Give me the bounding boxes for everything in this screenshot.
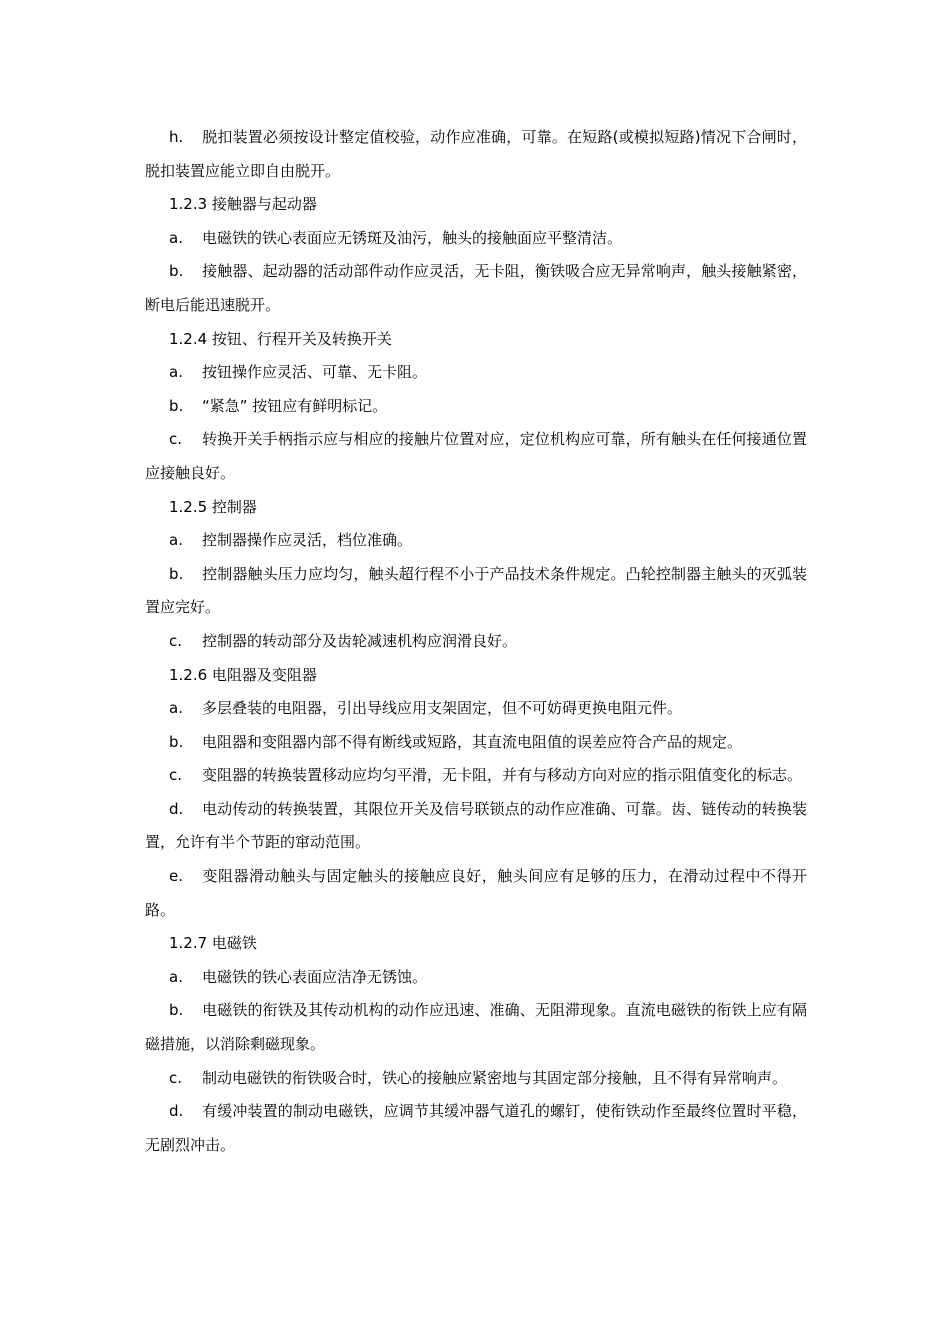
list-item <box>145 726 807 760</box>
item-marker: c. <box>169 631 183 650</box>
item-marker: e. <box>169 867 183 886</box>
item-marker: d. <box>169 799 184 818</box>
list-item <box>145 524 807 558</box>
item-marker: b. <box>169 1001 184 1020</box>
list-item <box>145 759 807 793</box>
item-text: 制动电磁铁的衔铁吸合时，铁心的接触应紧密地与其固定部分接触，且不得有异常响声。 <box>202 1068 788 1087</box>
section-heading: 1.2.7 电磁铁 <box>169 934 257 953</box>
item-text: 变阻器滑动触头与固定触头的接触应良好，触头间应有足够的压力，在滑动过程中不得开路。 <box>145 867 807 919</box>
item-text: 接触器、起动器的活动部件动作应灵活，无卡阻，衡铁吸合应无异常响声，触头接触紧密，断电后能迅速脱开。 <box>145 262 807 314</box>
list-item <box>145 1062 807 1096</box>
list-item <box>145 222 807 256</box>
item-marker: a. <box>169 699 183 718</box>
item-text: 脱扣装置必须按设计整定值校验，动作应准确，可靠。在短路(或模拟短路)情况下合闸时，脱扣装置应能立即自由脱开。 <box>145 128 807 180</box>
item-text: 多层叠装的电阻器，引出导线应用支架固定，但不可妨碍更换电阻元件。 <box>202 699 683 718</box>
item-text: 有缓冲装置的制动电磁铁，应调节其缓冲器气道孔的螺钉，使衔铁动作至最终位置时平稳，无剧烈冲击。 <box>145 1102 807 1154</box>
list-item <box>145 961 807 995</box>
item-text: 控制器操作应灵活，档位准确。 <box>202 531 413 550</box>
item-marker: a. <box>169 228 183 247</box>
item-text: 电磁铁的铁心表面应无锈斑及油污，触头的接触面应平整清洁。 <box>202 228 623 247</box>
list-item <box>145 356 807 390</box>
item-text: 电动传动的转换装置，其限位开关及信号联锁点的动作应准确、可靠。齿、链传动的转换装置，允许有半个节距的窜动范围。 <box>145 799 807 852</box>
list-item <box>145 860 807 927</box>
list-item <box>145 558 807 625</box>
item-marker: h. <box>169 128 184 146</box>
list-item <box>145 692 807 726</box>
item-marker: c. <box>169 430 183 449</box>
list-item <box>145 1095 807 1162</box>
list-item <box>145 255 807 322</box>
item-text: 控制器的转动部分及齿轮减速机构应润滑良好。 <box>202 631 518 650</box>
item-marker: a. <box>169 531 183 550</box>
item-marker: b. <box>169 262 184 281</box>
list-item <box>145 625 807 659</box>
item-marker: a. <box>169 967 183 986</box>
item-text: 电磁铁的衔铁及其传动机构的动作应迅速、准确、无阻滞现象。直流电磁铁的衔铁上应有隔磁措施，以消除剩磁现象。 <box>145 1001 807 1054</box>
item-text: 变阻器的转换装置移动应均匀平滑，无卡阻，并有与移动方向对应的指示阻值变化的标志。 <box>202 766 803 785</box>
list-item <box>145 994 807 1061</box>
document-body <box>145 121 807 1162</box>
item-marker: b. <box>169 732 184 751</box>
item-text: 转换开关手柄指示应与相应的接触片位置对应，定位机构应可靠，所有触头在任何接通位置应接触良好。 <box>145 430 807 482</box>
section-heading: 1.2.4 按钮、行程开关及转换开关 <box>169 329 392 348</box>
list-item <box>145 121 807 188</box>
item-text: 电阻器和变阻器内部不得有断线或短路，其直流电阻值的误差应符合产品的规定。 <box>202 732 743 751</box>
item-marker: d. <box>169 1102 184 1121</box>
item-text: “紧急” 按钮应有鲜明标记。 <box>202 396 388 415</box>
item-marker: c. <box>169 766 183 785</box>
item-marker: c. <box>169 1068 183 1087</box>
list-item <box>145 423 807 490</box>
item-marker: a. <box>169 363 183 382</box>
section-heading: 1.2.3 接触器与起动器 <box>169 195 317 214</box>
item-text: 按钮操作应灵活、可靠、无卡阻。 <box>202 363 428 382</box>
list-item <box>145 390 807 424</box>
item-marker: b. <box>169 564 184 583</box>
item-marker: b. <box>169 396 184 415</box>
item-text: 控制器触头压力应均匀，触头超行程不小于产品技术条件规定。凸轮控制器主触头的灭弧装置应完好。 <box>145 564 807 617</box>
section-heading: 1.2.5 控制器 <box>169 497 257 516</box>
item-text: 电磁铁的铁心表面应洁净无锈蚀。 <box>202 967 428 986</box>
section-heading: 1.2.6 电阻器及变阻器 <box>169 665 317 684</box>
list-item <box>145 793 807 860</box>
